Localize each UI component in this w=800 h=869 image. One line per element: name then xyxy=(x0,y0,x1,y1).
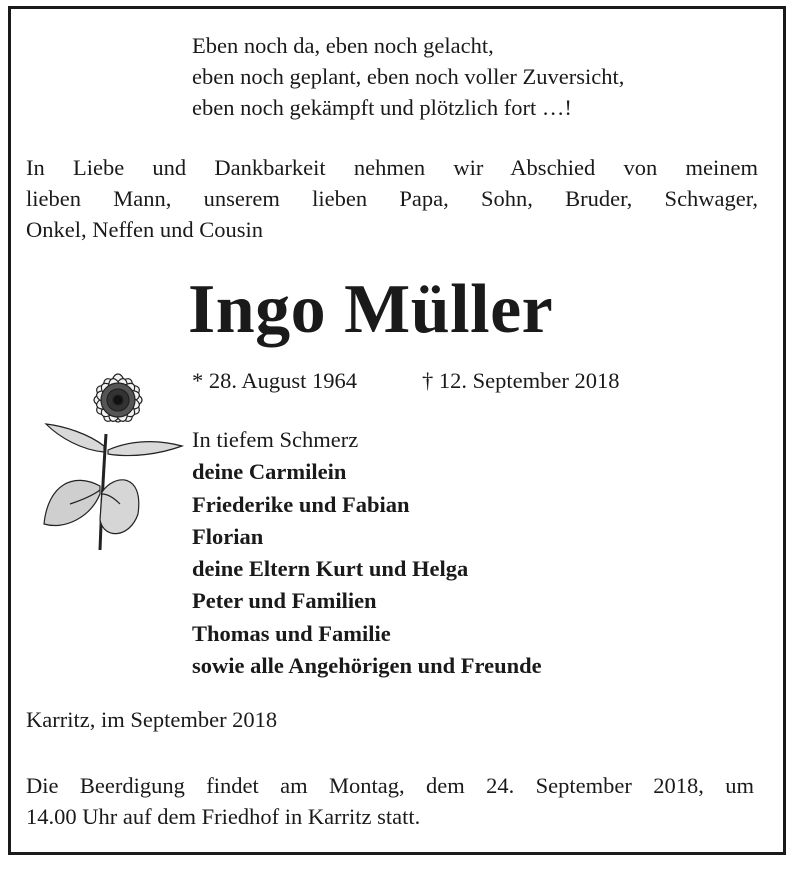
mourner-name: Peter und Familien xyxy=(192,588,377,614)
mourner-name: sowie alle Angehörigen und Freunde xyxy=(192,653,542,679)
life-dates xyxy=(192,366,620,396)
funeral-notice xyxy=(26,770,754,832)
intro-line: In Liebe und Dankbarkeit nehmen wir Abschied von meinem xyxy=(26,155,758,180)
funeral-line: 14.00 Uhr auf dem Friedhof in Karritz statt. xyxy=(26,804,421,829)
mourners xyxy=(192,424,542,682)
funeral-line: Die Beerdigung findet am Montag, dem 24. September 2018, um xyxy=(26,773,754,798)
place-date: Karritz, im September 2018 xyxy=(26,707,278,732)
poem xyxy=(192,30,624,123)
mourner-name: Florian xyxy=(192,523,264,549)
birth-date: * 28. August 1964 xyxy=(192,368,358,393)
poem-line: eben noch gekämpft und plötzlich fort …! xyxy=(192,95,572,120)
mourners-intro: In tiefem Schmerz xyxy=(192,427,359,452)
mourner-name: deine Eltern Kurt und Helga xyxy=(192,556,469,582)
intro-text xyxy=(26,152,758,245)
intro-line: lieben Mann, unserem lieben Papa, Sohn, Bruder, Schwager, xyxy=(26,186,758,211)
death-date: † 12. September 2018 xyxy=(422,368,620,393)
mourner-name: deine Carmilein xyxy=(192,459,347,485)
poem-line: Eben noch da, eben noch gelacht, xyxy=(192,33,494,58)
intro-line: Onkel, Neffen und Cousin xyxy=(26,217,264,242)
sunflower-icon xyxy=(34,354,194,554)
mourner-name: Friederike und Fabian xyxy=(192,491,410,517)
poem-line: eben noch geplant, eben noch voller Zuversicht, xyxy=(192,64,625,89)
deceased-name: Ingo Müller xyxy=(188,271,554,348)
mourner-name: Thomas und Familie xyxy=(192,620,391,646)
